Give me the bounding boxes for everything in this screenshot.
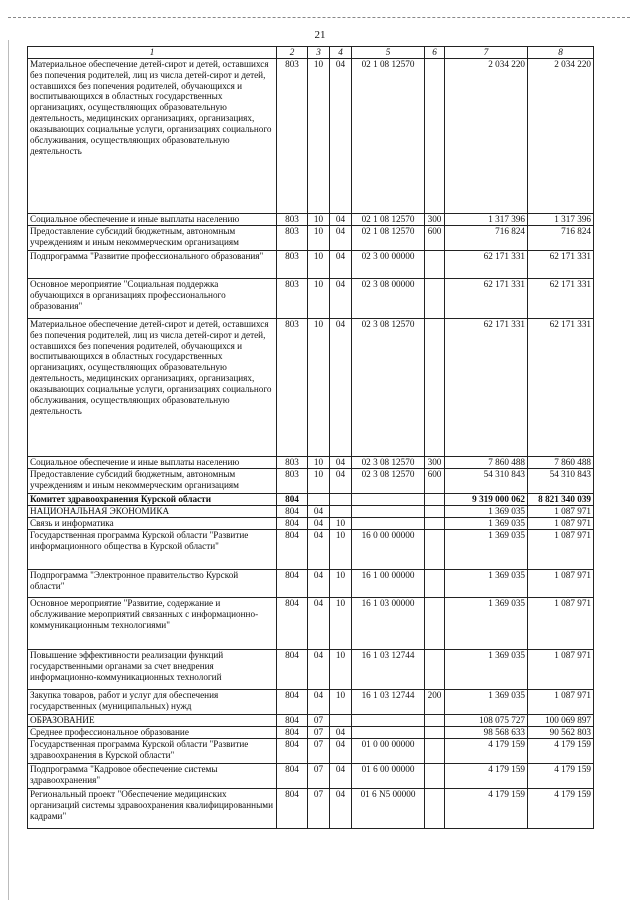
subsection-code	[330, 714, 352, 726]
section-code: 10	[308, 213, 330, 225]
section-code: 10	[308, 58, 330, 213]
amount-year-1: 62 171 331	[445, 318, 528, 456]
table-row	[28, 213, 594, 225]
amount-year-2: 90 562 803	[528, 726, 594, 738]
column-header: 2	[277, 47, 308, 59]
subsection-code: 10	[330, 569, 352, 597]
section-code	[308, 493, 330, 505]
amount-year-1: 4 179 159	[445, 738, 528, 763]
subsection-code: 10	[330, 649, 352, 689]
column-header-row	[28, 47, 594, 59]
amount-year-2: 62 171 331	[528, 318, 594, 456]
amount-year-2: 62 171 331	[528, 250, 594, 278]
row-name: Предоставление субсидий бюджетным, автономным учреждениям и иным некоммерческим организациям	[28, 225, 277, 250]
admin-code: 804	[277, 726, 308, 738]
amount-year-2: 1 087 971	[528, 569, 594, 597]
subsection-code: 04	[330, 250, 352, 278]
table-row	[28, 597, 594, 649]
row-name: Основное мероприятие "Социальная поддержка обучающихся в организациях профессионального образования"	[28, 278, 277, 318]
admin-code: 804	[277, 689, 308, 714]
amount-year-2: 1 087 971	[528, 529, 594, 569]
subsection-code: 10	[330, 517, 352, 529]
target-article-code: 02 1 08 12570	[352, 58, 425, 213]
admin-code: 804	[277, 738, 308, 763]
table-row	[28, 714, 594, 726]
admin-code: 803	[277, 250, 308, 278]
row-name: НАЦИОНАЛЬНАЯ ЭКОНОМИКА	[28, 505, 277, 517]
admin-code: 803	[277, 213, 308, 225]
admin-code: 803	[277, 318, 308, 456]
target-article-code: 16 1 03 12744	[352, 689, 425, 714]
section-code: 10	[308, 456, 330, 468]
expense-type-code: 300	[425, 456, 445, 468]
amount-year-1: 2 034 220	[445, 58, 528, 213]
target-article-code: 02 1 08 12570	[352, 213, 425, 225]
target-article-code: 02 3 08 00000	[352, 278, 425, 318]
amount-year-1: 1 369 035	[445, 649, 528, 689]
section-code: 04	[308, 569, 330, 597]
target-article-code: 16 1 00 00000	[352, 569, 425, 597]
target-article-code	[352, 493, 425, 505]
amount-year-1: 62 171 331	[445, 278, 528, 318]
amount-year-1: 1 369 035	[445, 517, 528, 529]
table-row	[28, 689, 594, 714]
amount-year-1: 108 075 727	[445, 714, 528, 726]
row-name: Материальное обеспечение детей-сирот и детей, оставшихся без попечения родителей, лиц из числа детей-сирот и детей, оставшихся без попечения родителей, обучающихся и воспитывающихся в областных государственных организациях, осуществляющих образовательную деятельность, медицинских организациях, организациях, оказывающих социальные услуги, организациях социального обслуживания, осуществляющих образовательную деятельность	[28, 318, 277, 456]
section-code: 04	[308, 517, 330, 529]
section-code: 10	[308, 468, 330, 493]
amount-year-2: 8 821 340 039	[528, 493, 594, 505]
amount-year-2: 1 087 971	[528, 689, 594, 714]
admin-code: 804	[277, 505, 308, 517]
admin-code: 803	[277, 456, 308, 468]
expense-type-code	[425, 649, 445, 689]
amount-year-1: 98 568 633	[445, 726, 528, 738]
admin-code: 804	[277, 714, 308, 726]
table-row	[28, 505, 594, 517]
table-row	[28, 529, 594, 569]
expense-type-code	[425, 318, 445, 456]
subsection-code: 10	[330, 529, 352, 569]
admin-code: 803	[277, 468, 308, 493]
subsection-code: 04	[330, 213, 352, 225]
admin-code: 804	[277, 517, 308, 529]
target-article-code: 01 0 00 00000	[352, 738, 425, 763]
amount-year-2: 4 179 159	[528, 738, 594, 763]
target-article-code: 02 1 08 12570	[352, 225, 425, 250]
amount-year-1: 54 310 843	[445, 468, 528, 493]
target-article-code: 16 1 03 00000	[352, 597, 425, 649]
admin-code: 804	[277, 569, 308, 597]
section-code: 07	[308, 738, 330, 763]
expense-type-code	[425, 517, 445, 529]
subsection-code: 04	[330, 468, 352, 493]
expense-type-code	[425, 714, 445, 726]
row-name: Повышение эффективности реализации функций государственными органами за счет внедрения информационно-коммуникационных технологий	[28, 649, 277, 689]
expense-type-code	[425, 58, 445, 213]
row-name: Предоставление субсидий бюджетным, автономным учреждениям и иным некоммерческим организациям	[28, 468, 277, 493]
table-row	[28, 318, 594, 456]
expense-type-code	[425, 763, 445, 788]
column-header: 7	[445, 47, 528, 59]
expense-type-code	[425, 278, 445, 318]
section-code: 10	[308, 225, 330, 250]
table-row	[28, 468, 594, 493]
row-name: Государственная программа Курской области "Развитие информационного общества в Курской области"	[28, 529, 277, 569]
subsection-code: 04	[330, 225, 352, 250]
expense-type-code	[425, 529, 445, 569]
table-row	[28, 788, 594, 828]
table-row	[28, 493, 594, 505]
row-name: Государственная программа Курской области "Развитие здравоохранения в Курской области"	[28, 738, 277, 763]
row-name: ОБРАЗОВАНИЕ	[28, 714, 277, 726]
amount-year-1: 9 319 000 062	[445, 493, 528, 505]
table-row	[28, 58, 594, 213]
subsection-code: 04	[330, 788, 352, 828]
row-name: Подпрограмма "Развитие профессионального образования"	[28, 250, 277, 278]
subsection-code: 10	[330, 597, 352, 649]
amount-year-1: 716 824	[445, 225, 528, 250]
expense-type-code: 600	[425, 468, 445, 493]
expense-type-code	[425, 250, 445, 278]
amount-year-1: 4 179 159	[445, 788, 528, 828]
column-header: 8	[528, 47, 594, 59]
target-article-code: 02 3 00 00000	[352, 250, 425, 278]
section-code: 07	[308, 726, 330, 738]
target-article-code: 01 6 00 00000	[352, 763, 425, 788]
admin-code: 804	[277, 493, 308, 505]
section-code: 10	[308, 318, 330, 456]
budget-table	[27, 46, 594, 829]
amount-year-1: 1 369 035	[445, 569, 528, 597]
amount-year-1: 1 369 035	[445, 689, 528, 714]
amount-year-2: 1 087 971	[528, 505, 594, 517]
amount-year-1: 7 860 488	[445, 456, 528, 468]
row-name: Подпрограмма "Кадровое обеспечение системы здравоохранения"	[28, 763, 277, 788]
admin-code: 804	[277, 763, 308, 788]
target-article-code	[352, 726, 425, 738]
subsection-code: 10	[330, 689, 352, 714]
expense-type-code	[425, 505, 445, 517]
table-row	[28, 649, 594, 689]
table-row	[28, 225, 594, 250]
expense-type-code: 300	[425, 213, 445, 225]
table-row	[28, 278, 594, 318]
section-code: 04	[308, 689, 330, 714]
subsection-code: 04	[330, 763, 352, 788]
amount-year-2: 4 179 159	[528, 788, 594, 828]
amount-year-2: 1 087 971	[528, 517, 594, 529]
subsection-code	[330, 493, 352, 505]
row-name: Закупка товаров, работ и услуг для обеспечения государственных (муниципальных) нужд	[28, 689, 277, 714]
table-row	[28, 517, 594, 529]
row-name: Комитет здравоохранения Курской области	[28, 493, 277, 505]
top-rule	[8, 17, 630, 18]
left-margin-rule	[8, 40, 9, 900]
column-header: 4	[330, 47, 352, 59]
amount-year-1: 1 317 396	[445, 213, 528, 225]
row-name: Подпрограмма "Электронное правительство Курской области"	[28, 569, 277, 597]
section-code: 04	[308, 597, 330, 649]
table-row	[28, 456, 594, 468]
amount-year-1: 4 179 159	[445, 763, 528, 788]
amount-year-2: 716 824	[528, 225, 594, 250]
expense-type-code	[425, 788, 445, 828]
amount-year-2: 2 034 220	[528, 58, 594, 213]
column-header: 6	[425, 47, 445, 59]
amount-year-2: 4 179 159	[528, 763, 594, 788]
subsection-code: 04	[330, 278, 352, 318]
section-code: 04	[308, 649, 330, 689]
table-row	[28, 726, 594, 738]
expense-type-code	[425, 569, 445, 597]
column-header: 5	[352, 47, 425, 59]
subsection-code: 04	[330, 318, 352, 456]
table-row	[28, 250, 594, 278]
expense-type-code	[425, 726, 445, 738]
row-name: Региональный проект "Обеспечение медицинских организаций системы здравоохранения квалифицированными кадрами"	[28, 788, 277, 828]
amount-year-2: 1 087 971	[528, 649, 594, 689]
section-code: 07	[308, 714, 330, 726]
expense-type-code	[425, 738, 445, 763]
row-name: Основное мероприятие "Развитие, содержание и обслуживание мероприятий связанных с информационно-коммуникационным технологиями"	[28, 597, 277, 649]
section-code: 10	[308, 278, 330, 318]
admin-code: 804	[277, 529, 308, 569]
amount-year-2: 100 069 897	[528, 714, 594, 726]
page-number: 21	[314, 29, 326, 41]
row-name: Связь и информатика	[28, 517, 277, 529]
target-article-code: 16 0 00 00000	[352, 529, 425, 569]
amount-year-2: 62 171 331	[528, 278, 594, 318]
section-code: 04	[308, 529, 330, 569]
amount-year-1: 1 369 035	[445, 529, 528, 569]
target-article-code	[352, 714, 425, 726]
amount-year-1: 1 369 035	[445, 597, 528, 649]
target-article-code: 02 3 08 12570	[352, 468, 425, 493]
target-article-code	[352, 505, 425, 517]
row-name: Среднее профессиональное образование	[28, 726, 277, 738]
row-name: Социальное обеспечение и иные выплаты населению	[28, 213, 277, 225]
amount-year-2: 7 860 488	[528, 456, 594, 468]
amount-year-2: 1 087 971	[528, 597, 594, 649]
target-article-code: 01 6 N5 00000	[352, 788, 425, 828]
amount-year-1: 1 369 035	[445, 505, 528, 517]
table-row	[28, 738, 594, 763]
amount-year-2: 54 310 843	[528, 468, 594, 493]
subsection-code: 04	[330, 456, 352, 468]
column-header: 3	[308, 47, 330, 59]
row-name: Материальное обеспечение детей-сирот и детей, оставшихся без попечения родителей, лиц из числа детей-сирот и детей, оставшихся без попечения родителей, обучающихся и воспитывающихся в областных государственных организациях, осуществляющих образовательную деятельность, медицинских организациях, организациях, оказывающих социальные услуги, организациях социального обслуживания, осуществляющих образовательную деятельность	[28, 58, 277, 213]
target-article-code: 02 3 08 12570	[352, 456, 425, 468]
admin-code: 803	[277, 225, 308, 250]
section-code: 10	[308, 250, 330, 278]
target-article-code: 02 3 08 12570	[352, 318, 425, 456]
admin-code: 804	[277, 649, 308, 689]
column-header: 1	[28, 47, 277, 59]
row-name: Социальное обеспечение и иные выплаты населению	[28, 456, 277, 468]
table-row	[28, 763, 594, 788]
target-article-code: 16 1 03 12744	[352, 649, 425, 689]
expense-type-code	[425, 597, 445, 649]
subsection-code: 04	[330, 726, 352, 738]
admin-code: 804	[277, 597, 308, 649]
amount-year-2: 1 317 396	[528, 213, 594, 225]
expense-type-code	[425, 493, 445, 505]
section-code: 04	[308, 505, 330, 517]
admin-code: 803	[277, 58, 308, 213]
target-article-code	[352, 517, 425, 529]
expense-type-code: 200	[425, 689, 445, 714]
table-row	[28, 569, 594, 597]
section-code: 07	[308, 788, 330, 828]
subsection-code: 04	[330, 58, 352, 213]
amount-year-1: 62 171 331	[445, 250, 528, 278]
subsection-code: 04	[330, 738, 352, 763]
admin-code: 804	[277, 788, 308, 828]
section-code: 07	[308, 763, 330, 788]
admin-code: 803	[277, 278, 308, 318]
subsection-code	[330, 505, 352, 517]
expense-type-code: 600	[425, 225, 445, 250]
